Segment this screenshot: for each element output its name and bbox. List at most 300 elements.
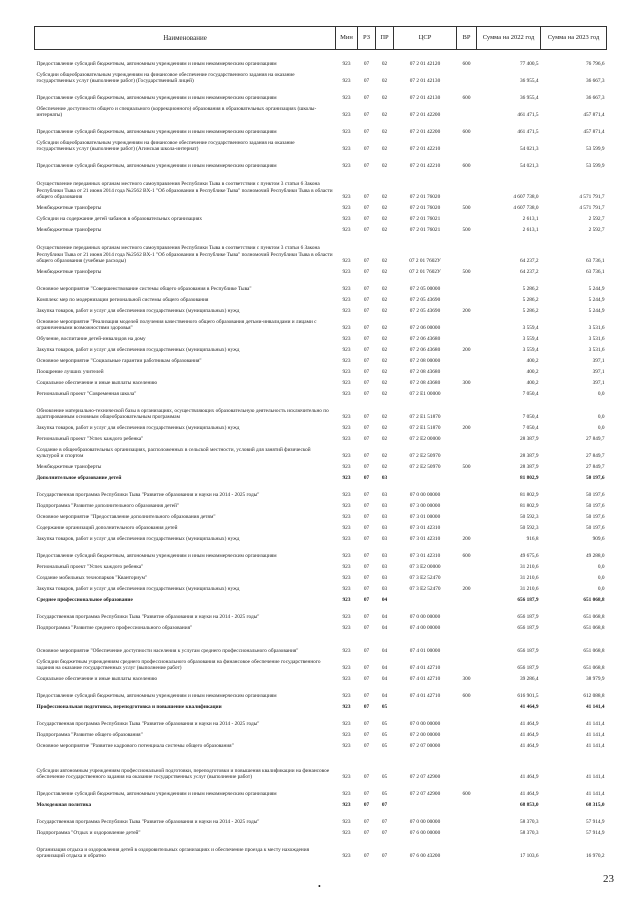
row-vr: 600 [462, 692, 471, 699]
row-rz: 07 [363, 829, 370, 836]
row-name: Региональный проект "Современная школа" [36, 390, 137, 397]
row-sum-2022: 31 210,6 [519, 585, 539, 592]
row-pr: 04 [381, 647, 388, 654]
row-pr: 02 [381, 204, 388, 211]
row-pr: 02 [381, 390, 388, 397]
row-name: Дополнительное образование детей [36, 474, 122, 481]
row-vr [457, 498, 477, 509]
row-pr: 03 [381, 574, 388, 581]
row-name: Предоставление субсидий бюджетным, автономным учреждениям и иным некоммерческим организациям [36, 552, 277, 559]
row-rz: 07 [363, 524, 370, 531]
row-sum-2022: 28 387,9 [519, 435, 539, 442]
row-min: 923 [342, 731, 351, 738]
row-sum-2023: 3 531,6 [588, 346, 605, 353]
row-vr: 600 [462, 60, 471, 67]
row-name: Межбюджетные трансферты [36, 463, 102, 470]
table-row [35, 264, 607, 275]
table-row [35, 498, 607, 509]
row-name: Предоставление субсидий бюджетным, автономным учреждениям и иным некоммерческим организациям [36, 94, 277, 101]
table-row [35, 682, 607, 699]
row-vr [457, 211, 477, 222]
scan-mark: • [318, 882, 321, 891]
row-rz: 07 [363, 357, 370, 364]
row-csr: 07 4 01 00000 [409, 647, 441, 654]
row-sum-2022: 7 050,4 [522, 390, 539, 397]
row-sum-2023: 2 592,7 [588, 215, 605, 222]
row-name: Осуществление переданных органам местного самоуправления Республики Тыва в соответствии с пунктом 3 статьи 6 Закона Республики Тыва от 21 июня 2014 года №2562 ВХ-1 "Об образовании в Республике Тыва" полномочий Республики Тыва в области общего образования (учебные расходы) [36, 245, 333, 264]
row-sum-2023: 36 667,3 [585, 94, 605, 101]
row-sum-2022: 5 286,2 [522, 296, 539, 303]
row-sum-2022: 5 286,2 [522, 307, 539, 314]
row-sum-2022: 77 400,5 [519, 60, 539, 67]
row-pr: 04 [381, 596, 388, 603]
table-row [35, 481, 607, 498]
table-row [35, 67, 607, 84]
row-pr: 02 [381, 335, 388, 342]
row-vr [457, 749, 477, 780]
table-row [35, 118, 607, 135]
row-sum-2022: 41 464,9 [519, 790, 539, 797]
table-row [35, 749, 607, 780]
row-pr: 02 [381, 268, 388, 275]
row-sum-2023: 50 197,6 [585, 474, 605, 481]
table-row [35, 50, 607, 68]
row-sum-2022: 41 464,9 [519, 773, 539, 780]
row-min: 923 [342, 268, 351, 275]
row-name: Закупка товаров, работ и услуг для обеспечения государственных (муниципальных) нужд [36, 535, 240, 542]
row-min: 923 [342, 94, 351, 101]
table-row [35, 699, 607, 710]
table-row [35, 135, 607, 152]
row-csr: 07 4 01 42710 [409, 692, 441, 699]
row-pr: 02 [381, 285, 388, 292]
row-csr: 07 2 01 42130 [409, 94, 441, 101]
row-sum-2023: 397,1 [592, 368, 605, 375]
row-name: Осуществление переданных органам местного самоуправления Республики Тыва в соответствии с пунктом 3 статьи 6 Закона Республики Тыва от 21 июня 2014 года №2562 ВХ-1 "Об образовании в Республике Тыва" полномочий Республики Тыва в области общего образования [36, 181, 333, 200]
row-name: Субсидии на содержание детей чабанов в образовательных организациях [36, 215, 202, 222]
row-vr [457, 559, 477, 570]
table-row [35, 592, 607, 603]
row-vr [457, 710, 477, 727]
row-rz: 07 [363, 790, 370, 797]
row-min: 923 [342, 720, 351, 727]
row-min: 923 [342, 596, 351, 603]
row-pr: 02 [381, 435, 388, 442]
header-rz: РЗ [358, 27, 376, 50]
row-vr [457, 481, 477, 498]
row-min: 923 [342, 552, 351, 559]
row-sum-2022: 400,2 [526, 379, 539, 386]
row-pr: 03 [381, 563, 388, 570]
row-min: 923 [342, 452, 351, 459]
table-row [35, 836, 607, 859]
row-pr: 03 [381, 552, 388, 559]
row-vr: 600 [462, 790, 471, 797]
row-pr: 02 [381, 413, 388, 420]
row-name: Поощрение лучших учителей [36, 368, 104, 375]
row-sum-2023: 63 736,1 [585, 268, 605, 275]
row-vr: 600 [462, 94, 471, 101]
row-rz: 07 [363, 474, 370, 481]
row-sum-2023: 36 667,3 [585, 77, 605, 84]
table-row [35, 542, 607, 559]
row-vr [457, 631, 477, 654]
row-sum-2023: 41 141,4 [585, 720, 605, 727]
row-min: 923 [342, 368, 351, 375]
row-pr: 02 [381, 215, 388, 222]
row-min: 923 [342, 535, 351, 542]
row-pr: 03 [381, 502, 388, 509]
row-min: 923 [342, 77, 351, 84]
budget-table [34, 26, 607, 859]
budget-table-container [34, 26, 606, 859]
row-pr: 07 [381, 829, 388, 836]
row-csr: 07 3 01 00000 [409, 513, 441, 520]
row-sum-2022: 7 050,4 [522, 424, 539, 431]
row-vr [457, 699, 477, 710]
table-row [35, 671, 607, 682]
row-min: 923 [342, 463, 351, 470]
row-name: Закупка товаров, работ и услуг для обеспечения государственных (муниципальных) нужд [36, 307, 240, 314]
header-pr: ПР [376, 27, 394, 50]
row-sum-2023: 4 571 791,7 [579, 193, 605, 200]
row-rz: 07 [363, 307, 370, 314]
row-vr [457, 620, 477, 631]
row-csr: 07 2 06 00000 [409, 324, 441, 331]
row-pr: 07 [381, 852, 388, 859]
row-vr [457, 135, 477, 152]
row-name: Обучение, воспитание детей-инвалидов на дому [36, 335, 146, 342]
row-csr: 07 3 Е2 52470 [409, 574, 441, 581]
row-name: Государственная программа Республики Тыва "Развитие образования и науки на 2014 - 2025 годы" [36, 491, 260, 498]
row-pr: 02 [381, 94, 388, 101]
row-rz: 07 [363, 463, 370, 470]
row-pr: 05 [381, 790, 388, 797]
row-name: Основное мероприятие "Обеспечение доступности населения к услугам среднего профессионального образования" [36, 647, 299, 654]
row-sum-2023: 5 244,9 [588, 296, 605, 303]
row-csr: 07 3 01 42310 [409, 552, 441, 559]
table-row [35, 331, 607, 342]
row-csr: 07 2 01 76020 [409, 204, 441, 211]
row-min: 923 [342, 257, 351, 264]
row-pr: 03 [381, 491, 388, 498]
row-sum-2022: 81 802,9 [519, 474, 539, 481]
row-pr: 05 [381, 773, 388, 780]
row-rz: 07 [363, 703, 370, 710]
table-row [35, 431, 607, 442]
row-rz: 07 [363, 424, 370, 431]
row-sum-2022: 41 464,9 [519, 720, 539, 727]
row-vr [457, 836, 477, 859]
row-sum-2023: 0,0 [597, 424, 605, 431]
row-name: Предоставление субсидий бюджетным, автономным учреждениям и иным некоммерческим организациям [36, 128, 277, 135]
row-csr: 07 2 08 43680 [409, 368, 441, 375]
row-name: Закупка товаров, работ и услуг для обеспечения государственных (муниципальных) нужд [36, 346, 240, 353]
row-name: Подпрограмма "Развитие среднего профессионального образования" [36, 624, 193, 631]
row-pr: 02 [381, 452, 388, 459]
row-sum-2022: 41 464,9 [519, 742, 539, 749]
row-sum-2022: 49 675,6 [519, 552, 539, 559]
row-vr: 300 [462, 675, 471, 682]
row-min: 923 [342, 307, 351, 314]
row-sum-2022: 28 387,9 [519, 463, 539, 470]
table-row [35, 397, 607, 420]
row-sum-2023: 41 141,4 [585, 703, 605, 710]
row-min: 923 [342, 335, 351, 342]
row-rz: 07 [363, 204, 370, 211]
row-sum-2022: 31 210,6 [519, 574, 539, 581]
row-name: Основное мероприятие "Совершенствование системы общего образования в Республике Тыва" [36, 285, 252, 292]
row-vr [457, 353, 477, 364]
row-min: 923 [342, 801, 351, 808]
row-sum-2023: 0,0 [597, 574, 605, 581]
row-csr: 07 0 00 00000 [409, 491, 441, 498]
row-name: Организация отдыха и оздоровления детей в оздоровительных организациях и обеспечение проезда к месту нахождения организаций отдыха и обратно [36, 846, 310, 859]
table-row [35, 211, 607, 222]
table-row [35, 222, 607, 233]
row-pr: 05 [381, 720, 388, 727]
row-min: 923 [342, 624, 351, 631]
row-name: Основное мероприятие "Предоставление дополнительного образования детям" [36, 513, 216, 520]
row-rz: 07 [363, 145, 370, 152]
header-csr: ЦСР [394, 27, 457, 50]
row-sum-2023: 76 796,6 [585, 60, 605, 67]
row-csr [394, 797, 457, 808]
row-pr: 04 [381, 613, 388, 620]
row-csr: 07 3 01 42310 [409, 524, 441, 531]
row-min: 923 [342, 474, 351, 481]
row-sum-2022: 36 955,4 [519, 77, 539, 84]
row-csr: 07 2 07 42900 [409, 773, 441, 780]
row-vr [457, 233, 477, 264]
row-rz: 07 [363, 193, 370, 200]
row-min: 923 [342, 692, 351, 699]
row-rz: 07 [363, 613, 370, 620]
row-rz: 07 [363, 335, 370, 342]
table-row [35, 200, 607, 211]
row-pr: 02 [381, 128, 388, 135]
table-row [35, 559, 607, 570]
table-row [35, 459, 607, 470]
row-csr: 07 2 01 42120 [409, 60, 441, 67]
row-min: 923 [342, 513, 351, 520]
row-vr [457, 470, 477, 481]
row-sum-2023: 57 914,9 [585, 829, 605, 836]
row-min: 923 [342, 664, 351, 671]
row-min: 923 [342, 585, 351, 592]
row-pr: 02 [381, 368, 388, 375]
row-sum-2022: 4 607 738,0 [513, 193, 539, 200]
row-csr: 07 2 01 76021 [409, 215, 441, 222]
row-sum-2022: 28 387,9 [519, 452, 539, 459]
row-sum-2022: 656 187,9 [517, 647, 539, 654]
row-name: Социальное обеспечение и иные выплаты населению [36, 379, 158, 386]
row-rz: 07 [363, 111, 370, 118]
row-sum-2023: 63 736,1 [585, 257, 605, 264]
row-rz: 07 [363, 324, 370, 331]
table-row [35, 654, 607, 671]
row-min: 923 [342, 742, 351, 749]
row-rz: 07 [363, 162, 370, 169]
row-sum-2023: 457 871,4 [583, 128, 605, 135]
row-vr: 200 [462, 585, 471, 592]
table-row [35, 353, 607, 364]
row-pr: 02 [381, 111, 388, 118]
row-rz: 07 [363, 285, 370, 292]
row-rz: 07 [363, 368, 370, 375]
row-vr [457, 825, 477, 836]
row-csr: 07 2 05 43690 [409, 307, 441, 314]
row-pr: 03 [381, 524, 388, 531]
row-csr: 07 2 01 42130 [409, 77, 441, 84]
row-vr [457, 386, 477, 397]
row-name: Государственная программа Республики Тыва "Развитие образования и науки на 2014 - 2025 годы" [36, 818, 260, 825]
row-csr: 07 2 01 7602У [409, 257, 441, 264]
page-number: 23 [603, 873, 614, 885]
row-sum-2022: 656 187,9 [517, 613, 539, 620]
row-csr: 07 2 06 43680 [409, 346, 441, 353]
table-row [35, 710, 607, 727]
row-min: 923 [342, 413, 351, 420]
row-csr: 07 2 Е2 00000 [409, 435, 441, 442]
row-sum-2022: 39 286,4 [519, 675, 539, 682]
row-vr: 500 [462, 463, 471, 470]
row-sum-2023: 41 141,4 [585, 773, 605, 780]
row-csr: 07 2 07 00000 [409, 742, 441, 749]
table-row [35, 780, 607, 797]
row-sum-2022: 461 471,5 [517, 128, 539, 135]
row-pr: 05 [381, 742, 388, 749]
row-vr: 300 [462, 379, 471, 386]
row-vr [457, 314, 477, 331]
row-rz: 07 [363, 390, 370, 397]
row-pr: 02 [381, 346, 388, 353]
row-vr: 500 [462, 204, 471, 211]
row-csr: 07 2 Е2 50970 [409, 452, 441, 459]
row-rz: 07 [363, 128, 370, 135]
row-min: 923 [342, 703, 351, 710]
row-sum-2023: 57 914,9 [585, 818, 605, 825]
row-pr: 04 [381, 692, 388, 699]
row-sum-2023: 50 197,6 [585, 524, 605, 531]
row-vr [457, 169, 477, 200]
table-row [35, 581, 607, 592]
row-sum-2023: 27 849,7 [585, 452, 605, 459]
row-sum-2023: 612 088,8 [583, 692, 605, 699]
row-rz: 07 [363, 77, 370, 84]
row-sum-2023: 38 979,9 [585, 675, 605, 682]
table-row [35, 386, 607, 397]
row-rz: 07 [363, 552, 370, 559]
row-vr [457, 292, 477, 303]
row-min: 923 [342, 563, 351, 570]
row-csr: 07 2 08 43680 [409, 379, 441, 386]
row-name: Молодежная политика [36, 801, 92, 808]
table-row [35, 738, 607, 749]
row-sum-2022: 68 853,0 [519, 801, 539, 808]
table-row [35, 101, 607, 118]
row-pr: 03 [381, 513, 388, 520]
row-name: Основное мероприятие "Социальные гарантии работникам образования" [36, 357, 202, 364]
row-name: Обеспечение доступности общего и специального (коррекционного) образования в образовательных организациях (школы-интернаты) [36, 105, 317, 118]
row-sum-2022: 461 471,5 [517, 111, 539, 118]
row-sum-2022: 41 464,9 [519, 703, 539, 710]
row-sum-2022: 656 187,9 [517, 664, 539, 671]
row-pr: 02 [381, 463, 388, 470]
row-min: 923 [342, 524, 351, 531]
row-pr: 02 [381, 226, 388, 233]
table-row [35, 470, 607, 481]
table-row [35, 233, 607, 264]
row-rz: 07 [363, 624, 370, 631]
row-min: 923 [342, 424, 351, 431]
table-header-row [35, 27, 607, 50]
row-min: 923 [342, 111, 351, 118]
row-sum-2023: 5 244,9 [588, 285, 605, 292]
row-min: 923 [342, 296, 351, 303]
row-rz: 07 [363, 535, 370, 542]
row-min: 923 [342, 675, 351, 682]
row-rz: 07 [363, 60, 370, 67]
row-rz: 07 [363, 513, 370, 520]
row-rz: 07 [363, 596, 370, 603]
row-name: Региональный проект "Успех каждого ребенка" [36, 435, 144, 442]
row-min: 923 [342, 613, 351, 620]
row-csr: 07 2 00 00000 [409, 731, 441, 738]
row-csr: 07 2 Е1 51870 [409, 424, 441, 431]
row-sum-2022: 3 559,4 [522, 324, 539, 331]
row-name: Среднее профессиональное образование [36, 596, 133, 603]
row-csr: 07 2 01 76020 [409, 193, 441, 200]
row-sum-2023: 0,0 [597, 563, 605, 570]
row-pr: 05 [381, 703, 388, 710]
row-pr: 02 [381, 324, 388, 331]
row-min: 923 [342, 60, 351, 67]
row-sum-2023: 27 849,7 [585, 435, 605, 442]
row-sum-2022: 7 050,4 [522, 413, 539, 420]
row-pr: 02 [381, 257, 388, 264]
row-vr [457, 570, 477, 581]
row-min: 923 [342, 773, 351, 780]
row-sum-2023: 27 849,7 [585, 463, 605, 470]
row-pr: 02 [381, 307, 388, 314]
row-sum-2022: 50 592,3 [519, 524, 539, 531]
row-min: 923 [342, 346, 351, 353]
row-vr [457, 727, 477, 738]
row-csr: 07 2 05 43690 [409, 296, 441, 303]
row-pr: 02 [381, 357, 388, 364]
row-rz: 07 [363, 773, 370, 780]
row-rz: 07 [363, 491, 370, 498]
row-name: Региональный проект "Успех каждого ребенка" [36, 563, 144, 570]
row-sum-2023: 50 197,6 [585, 513, 605, 520]
row-name: Государственная программа Республики Тыва "Развитие образования и науки на 2014 - 2025 годы" [36, 613, 260, 620]
row-sum-2022: 41 464,9 [519, 731, 539, 738]
row-csr [394, 592, 457, 603]
row-pr: 04 [381, 664, 388, 671]
row-min: 923 [342, 145, 351, 152]
row-rz: 07 [363, 720, 370, 727]
row-vr [457, 603, 477, 620]
row-name: Субсидии бюджетным учреждениям среднего профессионального образования на финансовое обеспечение государственного задания на оказание государственных услуг (выполнение работ) [36, 658, 321, 671]
row-csr: 07 2 05 00000 [409, 285, 441, 292]
row-rz: 07 [363, 818, 370, 825]
row-min: 923 [342, 193, 351, 200]
row-vr: 200 [462, 535, 471, 542]
row-sum-2023: 53 599,9 [585, 162, 605, 169]
row-name: Обновление материально-технической базы в организациях, осуществляющих образовательную деятельность исключительно по адаптированным основным общеобразовательным программам [36, 407, 329, 420]
row-min: 923 [342, 215, 351, 222]
